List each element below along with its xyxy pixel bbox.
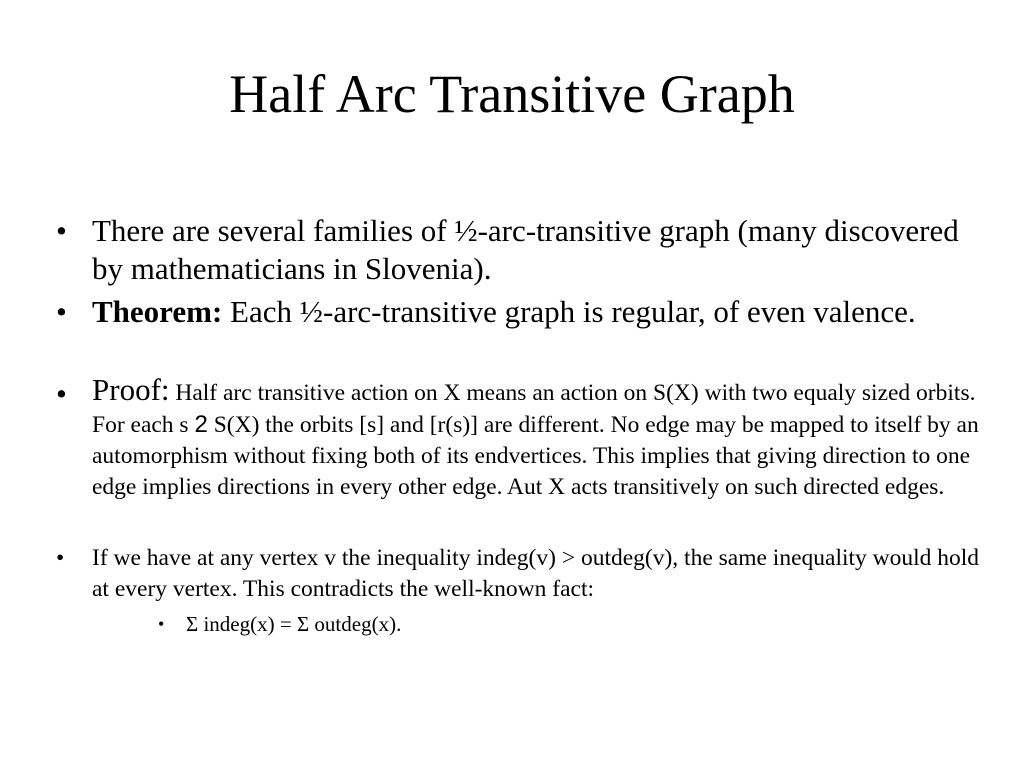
- sub-bullet-marker: •: [158, 614, 165, 634]
- sub-bullet-sum: [158, 610, 401, 638]
- theorem-text: Each ½-arc-transitive graph is regular, of even valence.: [222, 294, 916, 329]
- bullet-marker: •: [56, 545, 65, 571]
- sub-bullet-text: Σ indeg(x) = Σ outdeg(x).: [186, 612, 402, 636]
- proof-text-b: S(X) the orbits [s] and [r(s)] are different. No edge may be mapped to itself by an automorphism without fixing both of its endvertices. This implies that giving direction to one edge implies directions in every other edge. Aut X acts transitively on such directed edges.: [92, 412, 979, 500]
- element-of-symbol: 2: [194, 411, 208, 438]
- bullet-inequality: [56, 543, 986, 605]
- bullet-marker: •: [56, 376, 67, 411]
- bullet-theorem: [56, 293, 986, 331]
- bullet-marker: •: [56, 294, 67, 329]
- bullet-text: [92, 374, 986, 503]
- bullet-proof: [56, 374, 986, 503]
- bullet-text: [92, 293, 986, 331]
- bullet-families: [56, 212, 986, 288]
- proof-text-a: Half arc transitive action on X means an action on S(X) with two equaly sized orbits. For each s: [92, 380, 976, 438]
- proof-label: Proof:: [92, 372, 170, 407]
- bullet-text: There are several families of ½-arc-transitive graph (many discovered by mathematicians in Slovenia).: [92, 213, 959, 286]
- bullet-marker: •: [56, 213, 67, 248]
- slide-title: Half Arc Transitive Graph: [229, 64, 795, 124]
- theorem-label: Theorem:: [92, 294, 223, 329]
- bullet-text: If we have at any vertex v the inequality indeg(v) > outdeg(v), the same inequality would hold at every vertex. This contradicts the well-known fact:: [92, 545, 980, 602]
